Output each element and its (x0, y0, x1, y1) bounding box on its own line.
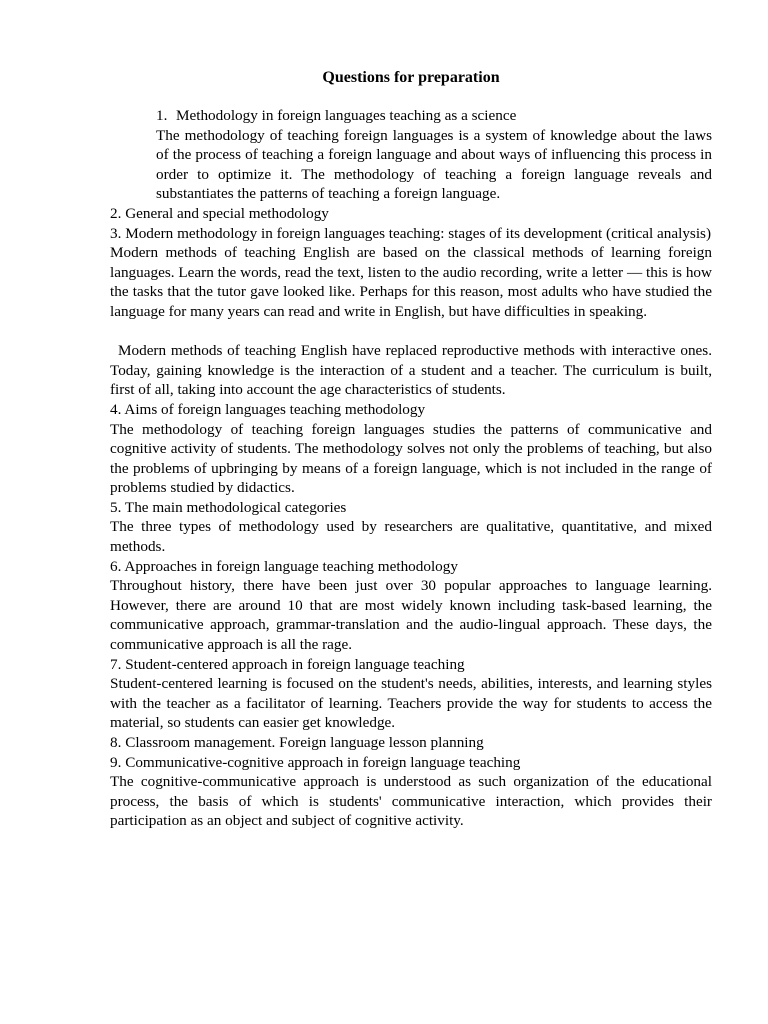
question-7-heading: 7. Student-centered approach in foreign language teaching (110, 655, 465, 673)
question-9-body: The cognitive-communicative approach is understood as such organization of the educational process, the basis of which is students' communicative interaction, which provides their participation as an object and subject of cognitive activity. (110, 773, 712, 830)
question-3-heading: 3. Modern methodology in foreign languages teaching: stages of its development (critical analysis) (110, 224, 712, 242)
question-4-heading: 4. Aims of foreign languages teaching methodology (110, 400, 426, 418)
question-7-body: Student-centered learning is focused on the student's needs, abilities, interests, and learning styles with the teacher as a facilitator of learning. Teachers provide the way for students to access the material, so students can easier get knowledge. (110, 675, 712, 732)
question-5-heading: 5. The main methodological categories (110, 498, 347, 516)
question-3-body-2: Modern methods of teaching English have replaced reproductive methods with interactive ones. Today, gaining knowledge is the interaction of a student and a teacher. The curriculum is built, first of all, taking into account the age characteristics of students. (110, 342, 712, 399)
question-1-title: Methodology in foreign languages teaching as a science (176, 107, 517, 124)
question-5-body: The three types of methodology used by researchers are qualitative, quantitative, and mixed methods. (110, 518, 712, 556)
question-1 (110, 106, 712, 204)
question-8-heading: 8. Classroom management. Foreign language lesson planning (110, 734, 484, 751)
question-3-body: Modern methods of teaching English are based on the classical methods of learning foreign languages. Learn the words, read the text, listen to the audio recording, write a letter — this is how the tasks that the tutor gave looked like. Perhaps for this reason, most adults who have studied the language for many years can read and write in English, but have difficulties in speaking. (110, 244, 712, 320)
document-content (110, 106, 712, 831)
question-2-heading: 2. General and special methodology (110, 204, 329, 222)
question-6-body: Throughout history, there have been just over 30 popular approaches to language learning. However, there are around 10 that are most widely known including task-based learning, the communicative approach, grammar-translation and the audio-lingual approach. These days, the communicative approach is all the rage. (110, 577, 712, 654)
question-1-body: The methodology of teaching foreign languages is a system of knowledge about the laws of the process of teaching a foreign language and about ways of influencing this process in order to optimize it. The methodology of teaching a foreign language reveals and substantiates the patterns of teaching a foreign language. (156, 126, 712, 203)
question-6-heading: 6. Approaches in foreign language teaching methodology (110, 557, 458, 575)
question-1-number: 1. (156, 107, 168, 124)
question-1-heading (156, 106, 712, 126)
question-9-heading: 9. Communicative-cognitive approach in foreign language teaching (110, 753, 521, 771)
paragraph-spacer (110, 322, 712, 342)
page-title: Questions for preparation (322, 69, 500, 86)
question-4-body: The methodology of teaching foreign languages studies the patterns of communicative and cognitive activity of students. The methodology solves not only the problems of teaching, but also the problems of upbringing by means of a foreign language, which is not included in the range of problems studied by didactics. (110, 420, 712, 497)
